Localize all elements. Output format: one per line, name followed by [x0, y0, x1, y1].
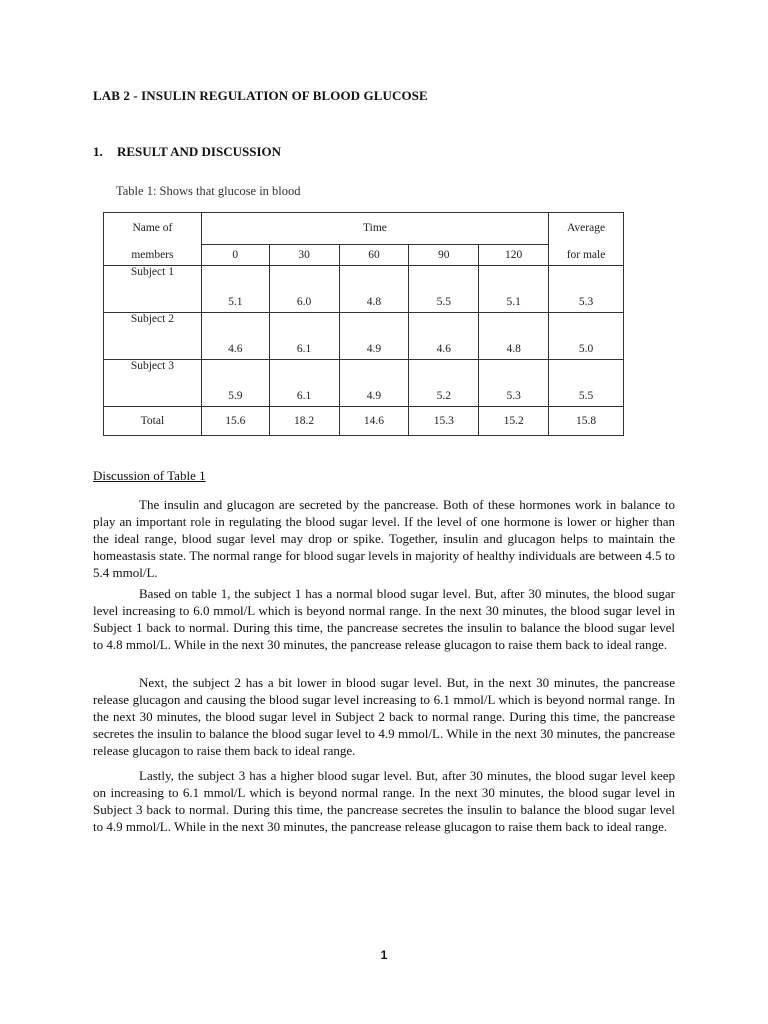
table-row — [104, 266, 624, 313]
discussion-paragraph — [93, 674, 675, 759]
table-cell: 4.8 — [479, 313, 549, 360]
paragraph-text: Based on table 1, the subject 1 has a normal blood sugar level. But, after 30 minutes, the blood sugar level increasing to 6.0 mmol/L which is beyond normal range. In the next 30 minutes, the blood sugar level in Subject 1 back to normal. During this time, the pancrease secretes the insulin to balance the blood sugar level to 4.8 mmol/L. While in the next 30 minutes, the pancrease release glucagon to raise them back to ideal range. — [93, 586, 675, 652]
section-number: 1. — [93, 144, 103, 159]
header-time: Time — [201, 213, 548, 245]
table-header-row — [104, 213, 624, 245]
section-heading — [93, 144, 281, 160]
table-cell: 4.6 — [409, 313, 479, 360]
table-row — [104, 313, 624, 360]
header-average: Average — [549, 213, 624, 245]
discussion-paragraph — [93, 585, 675, 653]
header-members: members — [104, 245, 202, 266]
table-cell: 5.1 — [201, 266, 269, 313]
paragraph-text: Next, the subject 2 has a bit lower in blood sugar level. But, in the next 30 minutes, the pancrease release glucagon and causing the blood sugar level increasing to 6.1 mmol/L which is beyond normal range. In the next 30 minutes, the blood sugar level in Subject 2 back to normal range. During this time, the pancrease secretes the insulin to balance the blood sugar level to 4.9 mmol/L. While in the next 30 minutes, the pancrease release glucagon to raise them back to ideal range. — [93, 675, 675, 758]
table-cell: 6.1 — [269, 360, 339, 407]
table-subheader-row — [104, 245, 624, 266]
header-time-90: 90 — [409, 245, 479, 266]
page-number: 1 — [380, 948, 388, 962]
table-total-row — [104, 407, 624, 436]
header-name: Name of — [104, 213, 202, 245]
table-cell: 5.5 — [409, 266, 479, 313]
paragraph-text: Lastly, the subject 3 has a higher blood sugar level. But, after 30 minutes, the blood sugar level keep on increasing to 6.1 mmol/L which is beyond normal range. In the next 30 minutes, the blood sugar level in Subject 3 back to normal. During this time, the pancrease secretes the insulin to balance the blood sugar level to 4.9 mmol/L. While in the next 30 minutes, the pancrease release glucagon to raise them back to ideal range. — [93, 768, 675, 834]
row-label: Subject 2 — [104, 313, 202, 360]
table-cell: 5.3 — [479, 360, 549, 407]
header-time-120: 120 — [479, 245, 549, 266]
row-label: Subject 1 — [104, 266, 202, 313]
table-cell: 5.9 — [201, 360, 269, 407]
table-cell: 6.0 — [269, 266, 339, 313]
table-cell-average: 5.5 — [549, 360, 624, 407]
header-time-30: 30 — [269, 245, 339, 266]
table-cell: 6.1 — [269, 313, 339, 360]
table-cell: 18.2 — [269, 407, 339, 436]
total-label: Total — [104, 407, 202, 436]
table-cell-average: 5.3 — [549, 266, 624, 313]
table-cell: 4.6 — [201, 313, 269, 360]
table-cell: 15.3 — [409, 407, 479, 436]
glucose-table — [103, 212, 624, 436]
section-title: RESULT AND DISCUSSION — [117, 144, 282, 159]
table-cell: 15.2 — [479, 407, 549, 436]
table-cell: 5.1 — [479, 266, 549, 313]
table-caption: Table 1: Shows that glucose in blood — [116, 184, 301, 198]
header-time-0: 0 — [201, 245, 269, 266]
table-cell: 4.9 — [339, 313, 409, 360]
discussion-paragraph — [93, 496, 675, 581]
row-label: Subject 3 — [104, 360, 202, 407]
table-row — [104, 360, 624, 407]
paragraph-text: The insulin and glucagon are secreted by the pancrease. Both of these hormones work in balance to play an important role in regulating the blood sugar level. If the level of one hormone is lower or higher than the ideal range, blood sugar level may drop or spike. Together, insulin and glucagon helps to maintain the homeastasis state. The normal range for blood sugar levels in majority of healthy individuals are between 4.5 to 5.4 mmol/L. — [93, 497, 675, 580]
discussion-paragraph — [93, 767, 675, 835]
table-cell: 4.8 — [339, 266, 409, 313]
discussion-heading: Discussion of Table 1 — [93, 468, 206, 483]
table-cell-average: 15.8 — [549, 407, 624, 436]
table-cell: 14.6 — [339, 407, 409, 436]
table-cell: 5.2 — [409, 360, 479, 407]
header-time-60: 60 — [339, 245, 409, 266]
table-cell-average: 5.0 — [549, 313, 624, 360]
table-cell: 15.6 — [201, 407, 269, 436]
document-title: LAB 2 - INSULIN REGULATION OF BLOOD GLUCOSE — [93, 88, 428, 103]
header-for-male: for male — [549, 245, 624, 266]
table-cell: 4.9 — [339, 360, 409, 407]
